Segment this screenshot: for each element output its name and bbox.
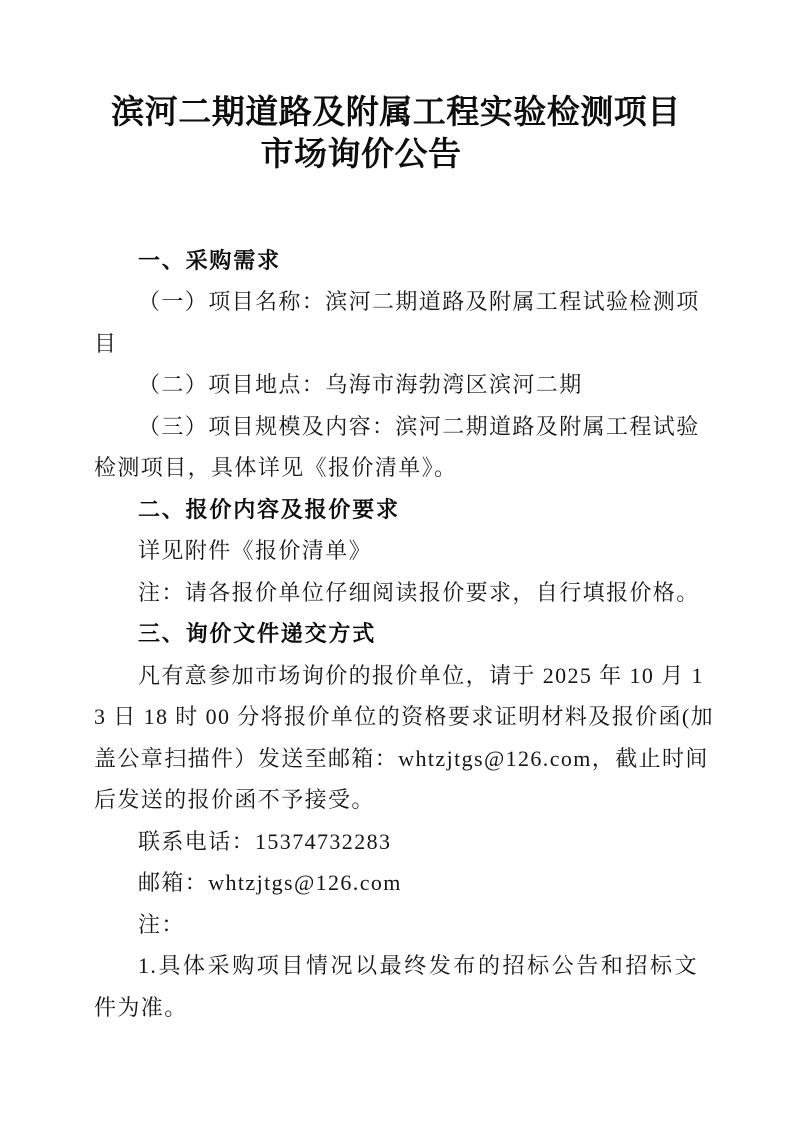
note-item-1-line-2: 件为准。 <box>94 994 188 1020</box>
submission-line-4: 后发送的报价函不予接受。 <box>94 787 375 813</box>
project-location-line: （二）项目地点：乌海市海勃湾区滨河二期 <box>138 372 583 398</box>
quote-attachment-line: 详见附件《报价清单》 <box>138 538 373 564</box>
section-heading-procurement-requirements: 一、采购需求 <box>138 247 281 273</box>
project-name-line-2: 目 <box>94 330 118 356</box>
title-body-spacer <box>94 198 698 240</box>
quote-note-line: 注：请各报价单位仔细阅读报价要求，自行填报价格。 <box>138 579 700 605</box>
contact-phone-line: 联系电话：15374732283 <box>138 828 392 854</box>
submission-line-1: 凡有意参加市场询价的报价单位，请于 2025 年 10 月 1 <box>138 662 704 688</box>
project-name-line-1: （一）项目名称：滨河二期道路及附属工程试验检测项 <box>138 289 700 315</box>
submission-line-2: 3 日 18 时 00 分将报价单位的资格要求证明材料及报价函(加 <box>94 704 715 730</box>
document-title-line-2: 市场询价公告 <box>260 136 462 173</box>
note-label-line: 注： <box>138 911 185 937</box>
section-heading-quote-content: 二、报价内容及报价要求 <box>138 496 400 522</box>
document-content <box>0 93 793 1028</box>
document-title-line-1: 滨河二期道路及附属工程实验检测项目 <box>111 95 681 131</box>
submission-line-3: 盖公章扫描件）发送至邮箱：whtzjtgs@126.com，截止时间 <box>94 745 709 771</box>
document-title <box>94 93 698 176</box>
project-scope-line-2: 检测项目，具体详见《报价清单》。 <box>94 455 458 481</box>
project-scope-line-1: （三）项目规模及内容：滨河二期道路及附属工程试验 <box>138 413 700 439</box>
section-heading-submission-method: 三、询价文件递交方式 <box>138 621 377 647</box>
contact-email-line: 邮箱：whtzjtgs@126.com <box>138 870 402 896</box>
note-item-1-line-1: 1.具体采购项目情况以最终发布的招标公告和招标文 <box>138 953 698 979</box>
